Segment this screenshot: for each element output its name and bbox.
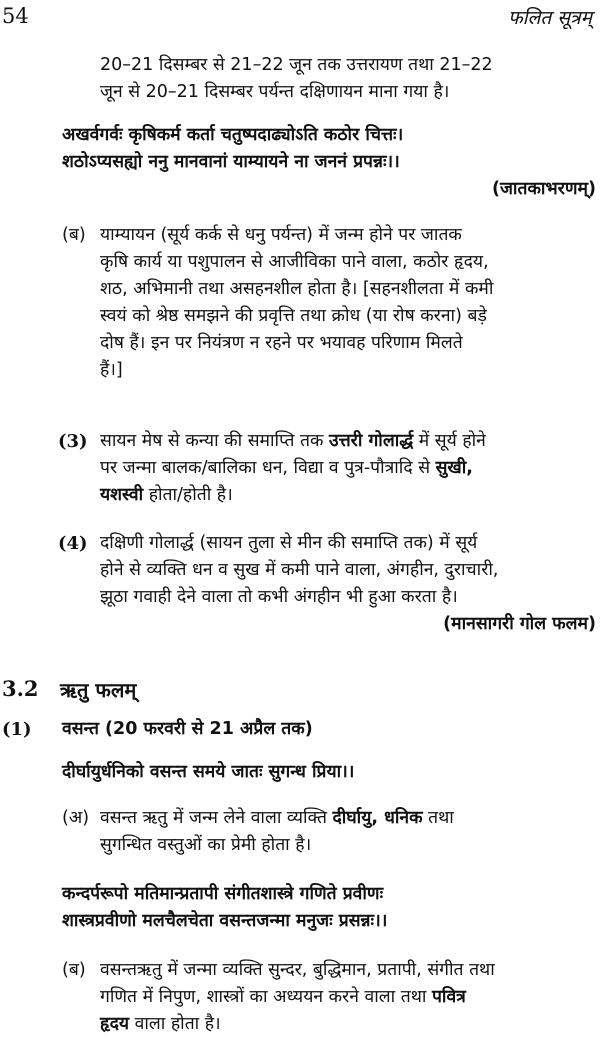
text-line: हृदय वाला होता है। [100, 1014, 221, 1034]
verse-line: शास्त्रप्रवीणो मलचैलचेता वसन्तजन्मा मनुजः प्रसन्नः।। [62, 911, 388, 931]
item-3-northern-hemisphere [100, 428, 596, 509]
verse-line: कन्दर्परूपो मतिमान्प्रतापी संगीतशास्त्रे गणिते प्रवीणः [62, 884, 384, 904]
text-line: हैं।] [100, 360, 123, 380]
subsection-title: वसन्त (20 फरवरी से 21 अप्रैल तक) [62, 719, 313, 739]
item-marker: (ब) [62, 960, 86, 980]
text-line: कृषि कार्य या पशुपालन से आजीविका पाने वाला, कठोर हृदय, [100, 252, 489, 272]
section-title: ऋतु फलम् [60, 678, 137, 702]
text-line: दक्षिणी गोलार्द्ध (सायन तुला से मीन की समाप्ति तक) में सूर्य [100, 533, 478, 553]
text-line: दोष हैं। इन पर नियंत्रण न रहने पर भयावह परिणाम मिलते [100, 333, 463, 353]
text-line: शठ, अभिमानी तथा असहनशील होता है। [सहनशीलता में कमी [100, 279, 494, 299]
item-marker: (ब) [62, 225, 86, 245]
item-b-vasant [100, 957, 596, 1038]
text-line: जून से 20–21 दिसम्बर पर्यन्त दक्षिणायन माना गया है। [100, 82, 450, 102]
item-marker: (अ) [62, 808, 90, 828]
section-number: 3.2 [2, 676, 39, 701]
text-line: होने से व्यक्ति धन व सुख में कमी पाने वाला, अंगहीन, दुराचारी, [100, 560, 499, 580]
text-line: स्वयं को श्रेष्ठ समझने की प्रवृत्ति तथा क्रोध (या रोष करना) बड़े [100, 306, 487, 326]
text-line: सुगन्धित वस्तुओं का प्रेमी होता है। [100, 835, 312, 855]
page-number: 54 [2, 4, 29, 28]
text-line: झूठा गवाही देने वाला तो कभी अंगहीन भी हुआ करता है। [100, 587, 458, 607]
verse-jatakabharanam [62, 122, 596, 203]
text-line: गणित में निपुण, शास्त्रों का अध्ययन करने वाला तथा पवित्र [100, 987, 466, 1007]
running-title: फलित सूत्रम् [507, 7, 592, 29]
text-line: 20–21 दिसम्बर से 21–22 जून तक उत्तरायण तथा 21–22 [100, 55, 493, 75]
verse-line: दीर्घायुर्धनिको वसन्त समये जातः सुगन्ध प्रिया।। [62, 762, 355, 782]
verse-line: शठोऽप्यसह्यो ननु मानवानां याम्यायने ना जननं प्रपन्नः।। [62, 152, 400, 172]
verse-line: अखर्वगर्वः कृषिकर्म कर्ता चतुष्पदाढ्योऽति कठोर चित्तः। [62, 125, 404, 145]
source-citation: (जातकाभरणम्) [491, 179, 596, 199]
text-line: वसन्तऋतु में जन्मा व्यक्ति सुन्दर, बुद्धिमान, प्रतापी, संगीत तथा [100, 960, 495, 980]
item-b-yamyayan [100, 222, 596, 384]
item-marker: (3) [58, 431, 88, 452]
item-a-vasant [100, 805, 596, 859]
text-line: याम्यायन (सूर्य कर्क से धनु पर्यन्त) में जन्म होने पर जातक [100, 225, 462, 245]
item-4-southern-hemisphere [100, 530, 596, 638]
verse-vasant-2 [62, 881, 596, 935]
verse-vasant-1 [62, 759, 596, 786]
text-line: यशस्वी होता/होती है। [100, 485, 233, 505]
text-line: सायन मेष से कन्या की समाप्ति तक उत्तरी गोलार्द्ध में सूर्य होने [100, 431, 486, 451]
text-line: वसन्त ऋतु में जन्म लेने वाला व्यक्ति दीर्घायु, धनिक तथा [100, 808, 454, 828]
subsection-marker: (1) [2, 719, 32, 740]
source-citation: (मानसागरी गोल फलम) [443, 614, 596, 634]
item-marker: (4) [58, 533, 88, 554]
text-line: पर जन्मा बालक/बालिका धन, विद्या व पुत्र-पौत्रादि से सुखी, [100, 458, 473, 478]
intro-paragraph [100, 52, 596, 106]
page-header [0, 4, 600, 30]
